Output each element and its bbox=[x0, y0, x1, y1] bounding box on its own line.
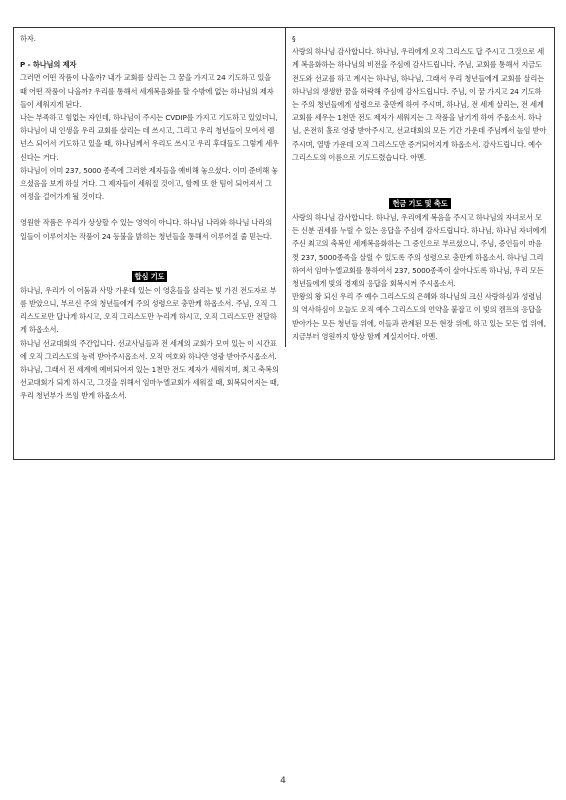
paragraph: 하나님, 우리가 이 어둠과 사망 가운데 있는 이 영혼들을 살리는 빛 가진 전도자로 부름 받았으니, 부르신 주의 청년들에게 주의 성령으로 충만케 하옵소서. 주님, 오직 그리스도로만 답나게 하시고, 오직 그리스도만 누리게 하시고, 오직 그리스도만 전달하게 하옵소서. bbox=[20, 285, 277, 335]
paragraph: 영원한 작품은 우리가 상상할 수 있는 영역이 아니다. 하나님 나라와 하나님 나라의 일들이 이루어지는 작품이 24 등불을 밝히는 청년들을 통해서 이루어질 줄 믿는다. bbox=[20, 218, 273, 241]
paragraph: 하나님이 이미 237, 5000 종족에 그러한 제자들을 예비해 놓으셨다. 이미 준비해 놓으셨음을 보게 하실 거다. 그 제자들이 세워질 것이고, 함께 또 한 팀이 되어져서 그 여정을 걸어가게 될 것이다. bbox=[20, 165, 279, 202]
intro-text: 하자. bbox=[20, 34, 36, 43]
section-title-disciples: P - 하나님의 제자 bbox=[20, 60, 77, 70]
paragraph: 나는 부족하고 힘없는 자인데, 하나님이 주시는 CVDIP를 가지고 기도하고 있었더니, 하나님이 내 인생을 우리 교회를 살리는 데 쓰시고, 그리고 우리 청년들이 모여서 렘넌스 되어서 기도하고 있을 때, 하나님께서 우리도 쓰시고 우리 후대들도 그렇게 세우신다는 거다. bbox=[20, 113, 279, 162]
paragraph: 그러면 어떤 작품이 나올까? 내가 교회를 살리는 그 꿈을 가지고 24 기도하고 있을 때 어떤 작품이 나올까? 우리를 통해서 세계복음화를 할 수밖에 없는 하나님의 제자들이 세워지게 된다. bbox=[20, 73, 274, 109]
paragraph: 하나님 선교대회의 주간입니다. 선교사님들과 전 세계의 교회가 모여 있는 이 시간표에 오직 그리스도의 능력 받아주시옵소서. 오직 여호와 하나만 영광 받아주시옵소서. 하나님, 그래서 전 세계에 예비되어져 있는 1천만 전도 제자가 세워지며, 최고 축복의 선교대회가 되게 하시고, 그것을 위해서 임마누엘교회가 세워질 때, 회복되어지는 때, 우리 청년부가 쓰임 받게 하옵소서. bbox=[20, 338, 279, 401]
left-column bbox=[14, 28, 285, 407]
heading-joint-prayer bbox=[20, 269, 279, 284]
right-column bbox=[285, 28, 554, 347]
content-frame bbox=[13, 27, 555, 460]
paragraph: 사랑의 하나님 감사합니다. 하나님, 우리에게 복음을 주시고 하나님의 자녀로서 모든 신분 권세를 누릴 수 있는 응답을 주심에 감사드립니다. 하나님, 하나님 자녀에게 주신 최고의 축복인 세계복음화하는 그 증인으로 부르셨으니, 주님, 증인들이 마음껏 237, 5000종족을 살릴 수 있도록 주의 성령으로 충만케 하옵소서. 하나님 그리하여서 임마누엘교회를 통하여서 237, 5000종족이 살아나도록 하나님, 우리 모든 청년들에게 빛의 경제의 응답을 회복시켜 주시옵소서. bbox=[292, 213, 547, 289]
paragraph: 만왕의 왕 되신 우리 주 예수 그리스도의 은혜와 하나님의 크신 사랑하심과 성령님의 역사하심이 오늘도 오직 예수 그리스도의 언약을 붙잡고 이 빛의 캠프의 응답을 받아가는 모든 청년들 위에, 이들과 관계된 모든 현장 위에, 하고 있는 모든 업 위에, 지금부터 영원까지 항상 함께 계실지어다. 아멘. bbox=[292, 292, 546, 341]
paragraph: 사랑의 하나님 감사합니다. 하나님, 우리에게 오직 그리스도 답 주시고 그것으로 세계 복음화하는 하나님의 비전을 주심에 감사드립니다. 주님, 교회를 통해서 지금도 전도와 선교를 하고 계시는 하나님, 하나님, 그래서 우리 청년들에게 교회를 살리는 하나님의 생생한 꿈을 허락해 주심에 감사드립니다. 주님, 이 꿈 가지고 24 기도하는 주의 청년들에게 성령으로 충만케 하여 주시며, 하나님, 전 세계 살리는, 전 세계 교회를 세우는 1천만 전도 제자가 세워지는 그 작품을 남기게 하여 주옵소서. 하나님, 온전히 홀로 영광 받아주시고, 선교대회의 모든 기간 가운데 주님께서 높임 받아주시며, 열방 가운데 오직 그리스도만 증거되어지게 하옵소서. 감사드립니다. 예수 그리스도의 이름으로 기도드렸습니다. 아멘. bbox=[292, 47, 547, 162]
section-symbol: § bbox=[292, 34, 296, 43]
heading-offering-prayer-label: 헌금 기도 및 축도 bbox=[389, 198, 450, 209]
heading-joint-prayer-label: 합심 기도 bbox=[132, 271, 168, 282]
page-number: 4 bbox=[280, 776, 286, 786]
heading-offering-prayer bbox=[292, 196, 548, 211]
